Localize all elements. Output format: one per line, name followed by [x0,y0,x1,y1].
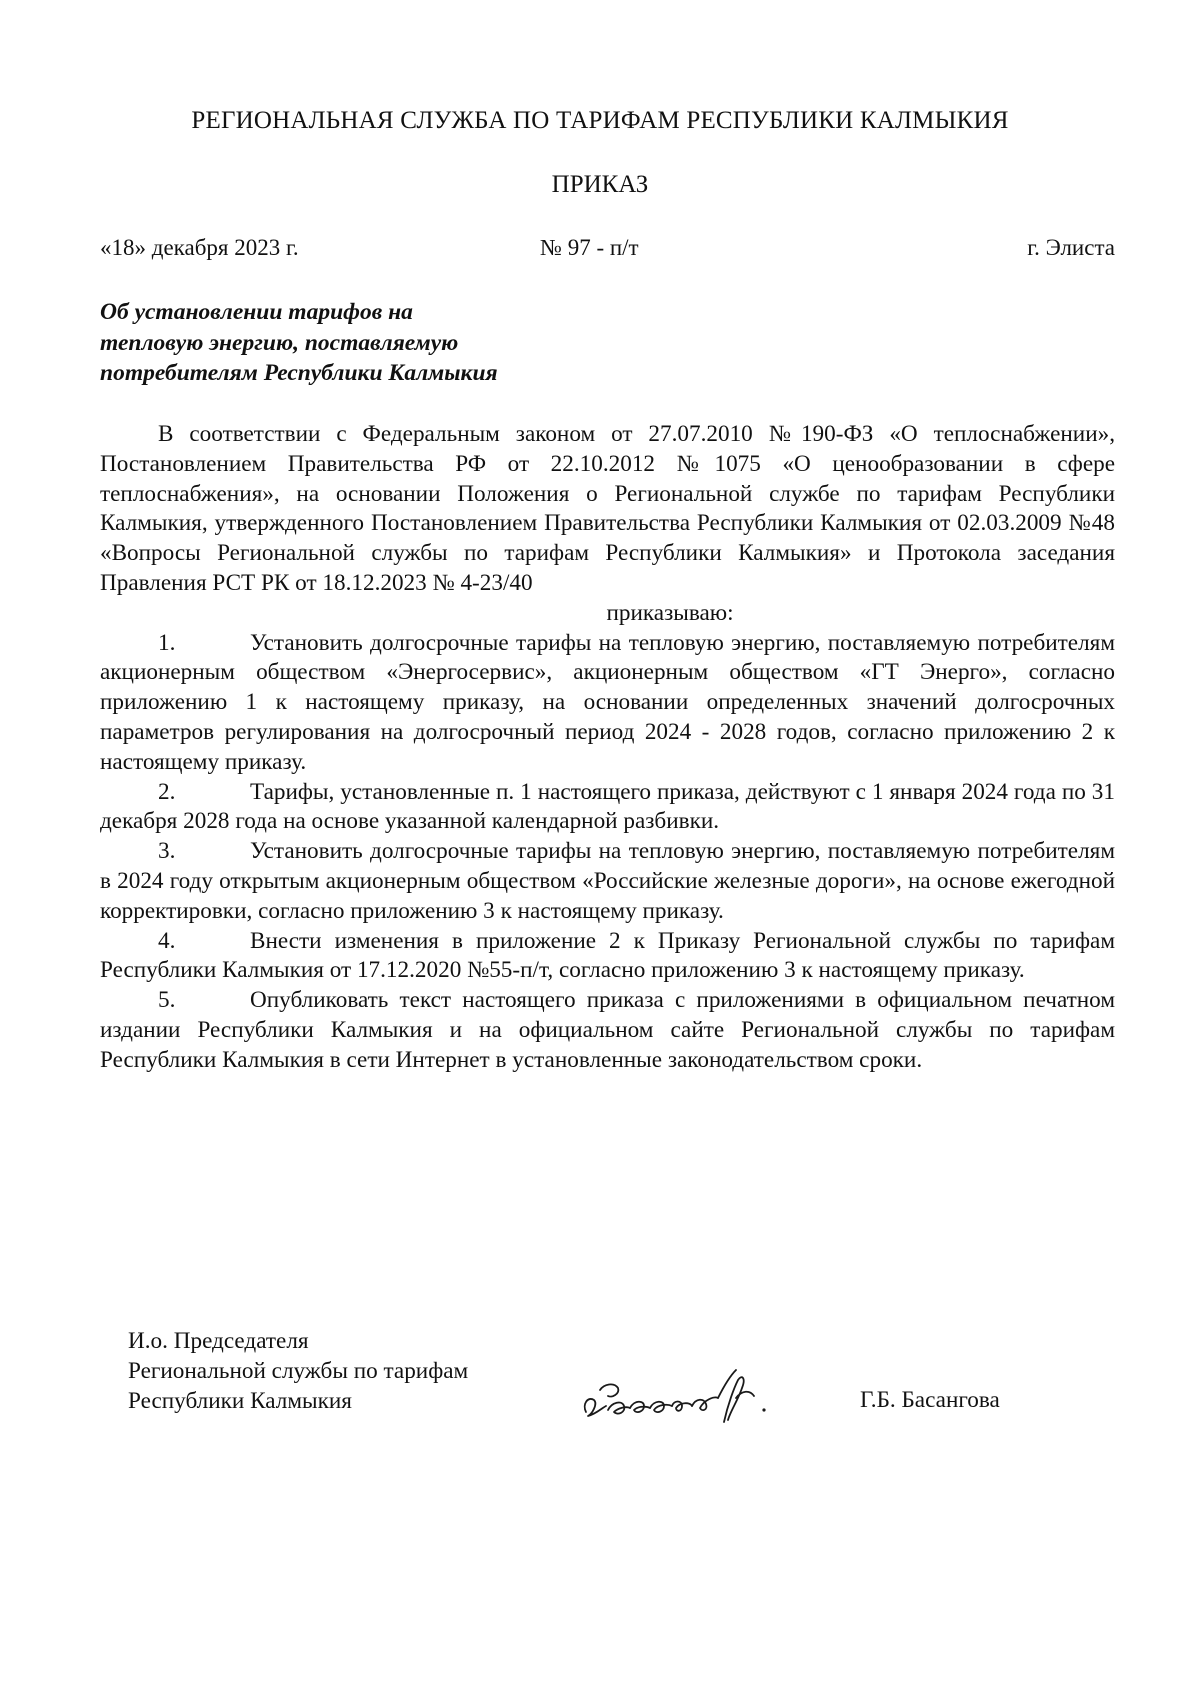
document-city: г. Элиста [1027,235,1115,260]
preamble-paragraph: В соответствии с Федеральным законом от 27.07.2010 №190-ФЗ «О теплоснабжении», Постановлением Правительства РФ от 22.10.2012 №1075 «О ценообразовании в сфере теплоснабжения», на основании Положения о Региональной службе по тарифам Республики Калмыкия, утвержденного Постановлением Правительства Республики Калмыкия от 02.03.2009 №48 «Вопросы Региональной службы по тарифам Республики Калмыкия» и Протокола заседания Правления РСТ РК от 18.12.2023 № 4-23/40 [100,421,1115,596]
order-item-number: 1. [158,629,176,656]
order-item-text: Опубликовать текст настоящего приказа с приложениями в официальном печатном издании Республики Калмыкия и на официальном сайте Региональной службы по тарифам Республики Калмыкия в сети Интернет в установленные законодательством сроки. [100,987,1115,1073]
document-body [100,420,1115,1076]
order-item-text: Внести изменения в приложение 2 к Приказу Региональной службы по тарифам Республики Калмыкия от 17.12.2020 №55-п/т, согласно приложению 3 к настоящему приказу. [100,927,1115,984]
signatory-title-line: Региональной службы по тарифам [128,1358,469,1384]
signatory-title-line: Республики Калмыкия [128,1388,352,1414]
order-item-text: Тарифы, установленные п. 1 настоящего приказа, действуют с 1 января 2024 года по 31 декабря 2028 года на основе указанной календарной разбивки. [100,778,1115,835]
document-type-title: ПРИКАЗ [551,171,649,198]
order-item-number: 4. [158,927,176,954]
order-item [100,927,1115,987]
order-item-text: Установить долгосрочные тарифы на тепловую энергию, поставляемую потребителям акционерным обществом «Энергосервис», акционерным обществом «ГТ Энерго», согласно приложению 1 к настоящему приказу, на основании определенных значений долгосрочных параметров регулирования на долгосрочный период 2024 - 2028 годов, согласно приложению 2 к настоящему приказу. [100,629,1115,775]
order-item-number: 5. [158,987,176,1014]
organization-title: РЕГИОНАЛЬНАЯ СЛУЖБА ПО ТАРИФАМ РЕСПУБЛИКИ КАЛМЫКИЯ [191,107,1009,134]
document-meta-row [100,233,1115,263]
order-item [100,778,1115,838]
handwritten-signature [578,1360,818,1430]
document-subject [100,297,700,389]
signatory-title [128,1326,468,1416]
decree-word: приказываю: [606,599,734,626]
subject-line: потребителям Республики Калмыкия [100,360,498,386]
document-date: «18» декабря 2023 г. [100,235,299,260]
signatory-name: Г.Б. Басангова [860,1387,1000,1413]
order-item [100,986,1115,1075]
order-item [100,629,1115,778]
subject-line: тепловую энергию, поставляемую [100,329,459,356]
order-item-number: 3. [158,838,176,865]
order-item-number: 2. [158,778,176,805]
document-number: № 97 - п/т [540,235,639,260]
order-item [100,837,1115,926]
order-item-text: Установить долгосрочные тарифы на тепловую энергию, поставляемую потребителям в 2024 году открытым акционерным обществом «Российские железные дороги», на основе ежегодной корректировки, согласно приложению 3 к настоящему приказу. [100,838,1115,924]
subject-line: Об установлении тарифов на [100,299,413,325]
signatory-title-line: И.о. Председателя [128,1328,309,1354]
